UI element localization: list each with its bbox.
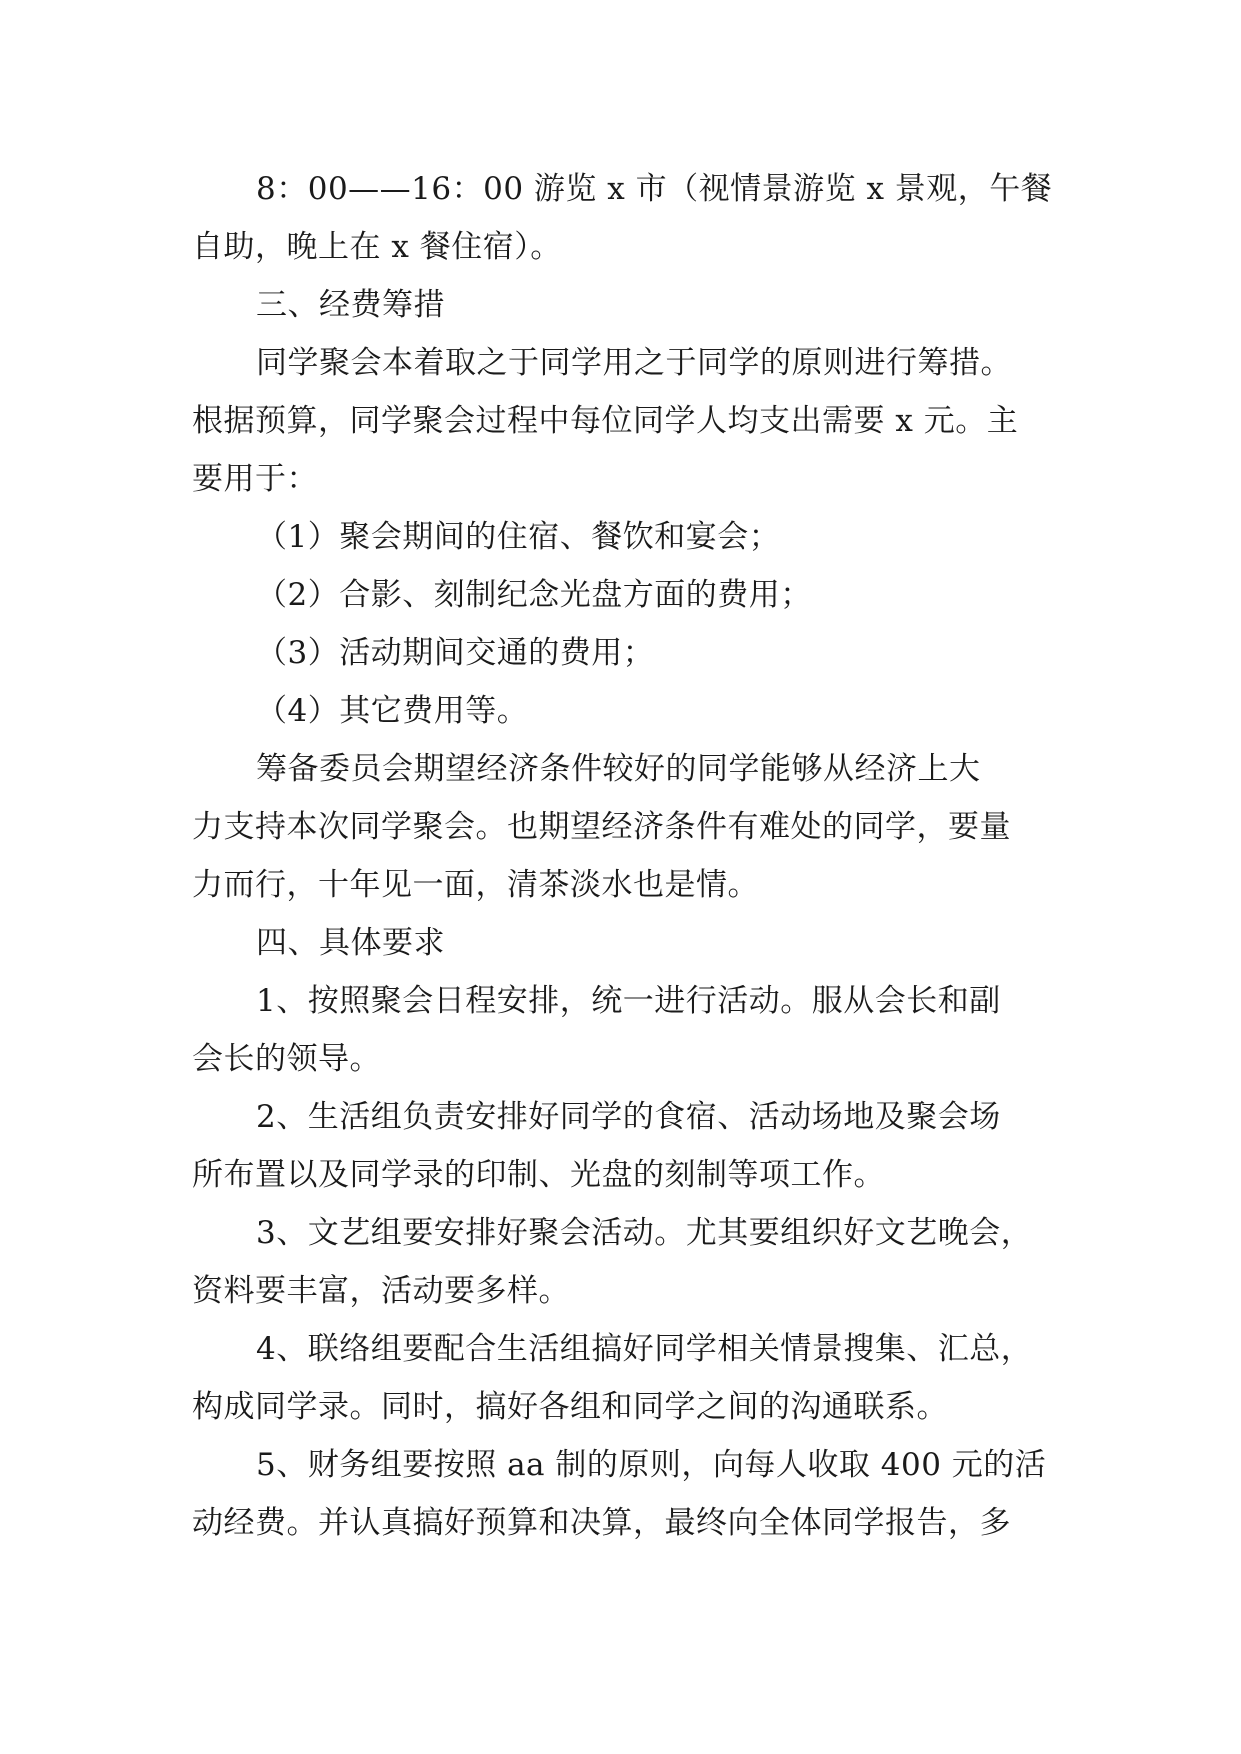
- body-line: 2、生活组负责安排好同学的食宿、活动场地及聚会场: [256, 1099, 1001, 1135]
- body-line: 力而行，十年见一面，清茶淡水也是情。: [192, 867, 759, 903]
- body-line: 自助，晚上在 x 餐住宿）。: [192, 229, 562, 265]
- body-line: 同学聚会本着取之于同学用之于同学的原则进行筹措。: [256, 345, 1012, 381]
- body-line: 资料要丰富，活动要多样。: [192, 1273, 570, 1309]
- document-body: [192, 160, 1072, 1552]
- body-line: 力支持本次同学聚会。也期望经济条件有难处的同学，要量: [192, 809, 1011, 845]
- list-item: （3）活动期间交通的费用；: [256, 635, 655, 671]
- body-line: 会长的领导。: [192, 1041, 381, 1077]
- body-line: 3、文艺组要安排好聚会活动。尤其要组织好文艺晚会，: [256, 1215, 1033, 1251]
- list-item: （1）聚会期间的住宿、餐饮和宴会；: [256, 519, 781, 555]
- section-heading-funding: 三、经费筹措: [256, 287, 445, 323]
- section-heading-requirements: 四、具体要求: [256, 925, 445, 961]
- body-line: 1、按照聚会日程安排，统一进行活动。服从会长和副: [256, 983, 1001, 1019]
- body-line: 4、联络组要配合生活组搞好同学相关情景搜集、汇总，: [256, 1331, 1033, 1367]
- body-line: 8：00——16：00 游览 x 市（视情景游览 x 景观，午餐: [256, 171, 1053, 207]
- body-line: 筹备委员会期望经济条件较好的同学能够从经济上大: [256, 751, 981, 787]
- body-line: 构成同学录。同时，搞好各组和同学之间的沟通联系。: [192, 1389, 948, 1425]
- body-line: 所布置以及同学录的印制、光盘的刻制等项工作。: [192, 1157, 885, 1193]
- body-line: 5、财务组要按照 aa 制的原则，向每人收取 400 元的活: [256, 1447, 1047, 1483]
- list-item: （2）合影、刻制纪念光盘方面的费用；: [256, 577, 812, 613]
- body-line: 要用于：: [192, 461, 318, 497]
- body-line: 根据预算，同学聚会过程中每位同学人均支出需要 x 元。主: [192, 403, 1019, 439]
- list-item: （4）其它费用等。: [256, 693, 529, 729]
- body-line: 动经费。并认真搞好预算和决算，最终向全体同学报告，多: [192, 1505, 1011, 1541]
